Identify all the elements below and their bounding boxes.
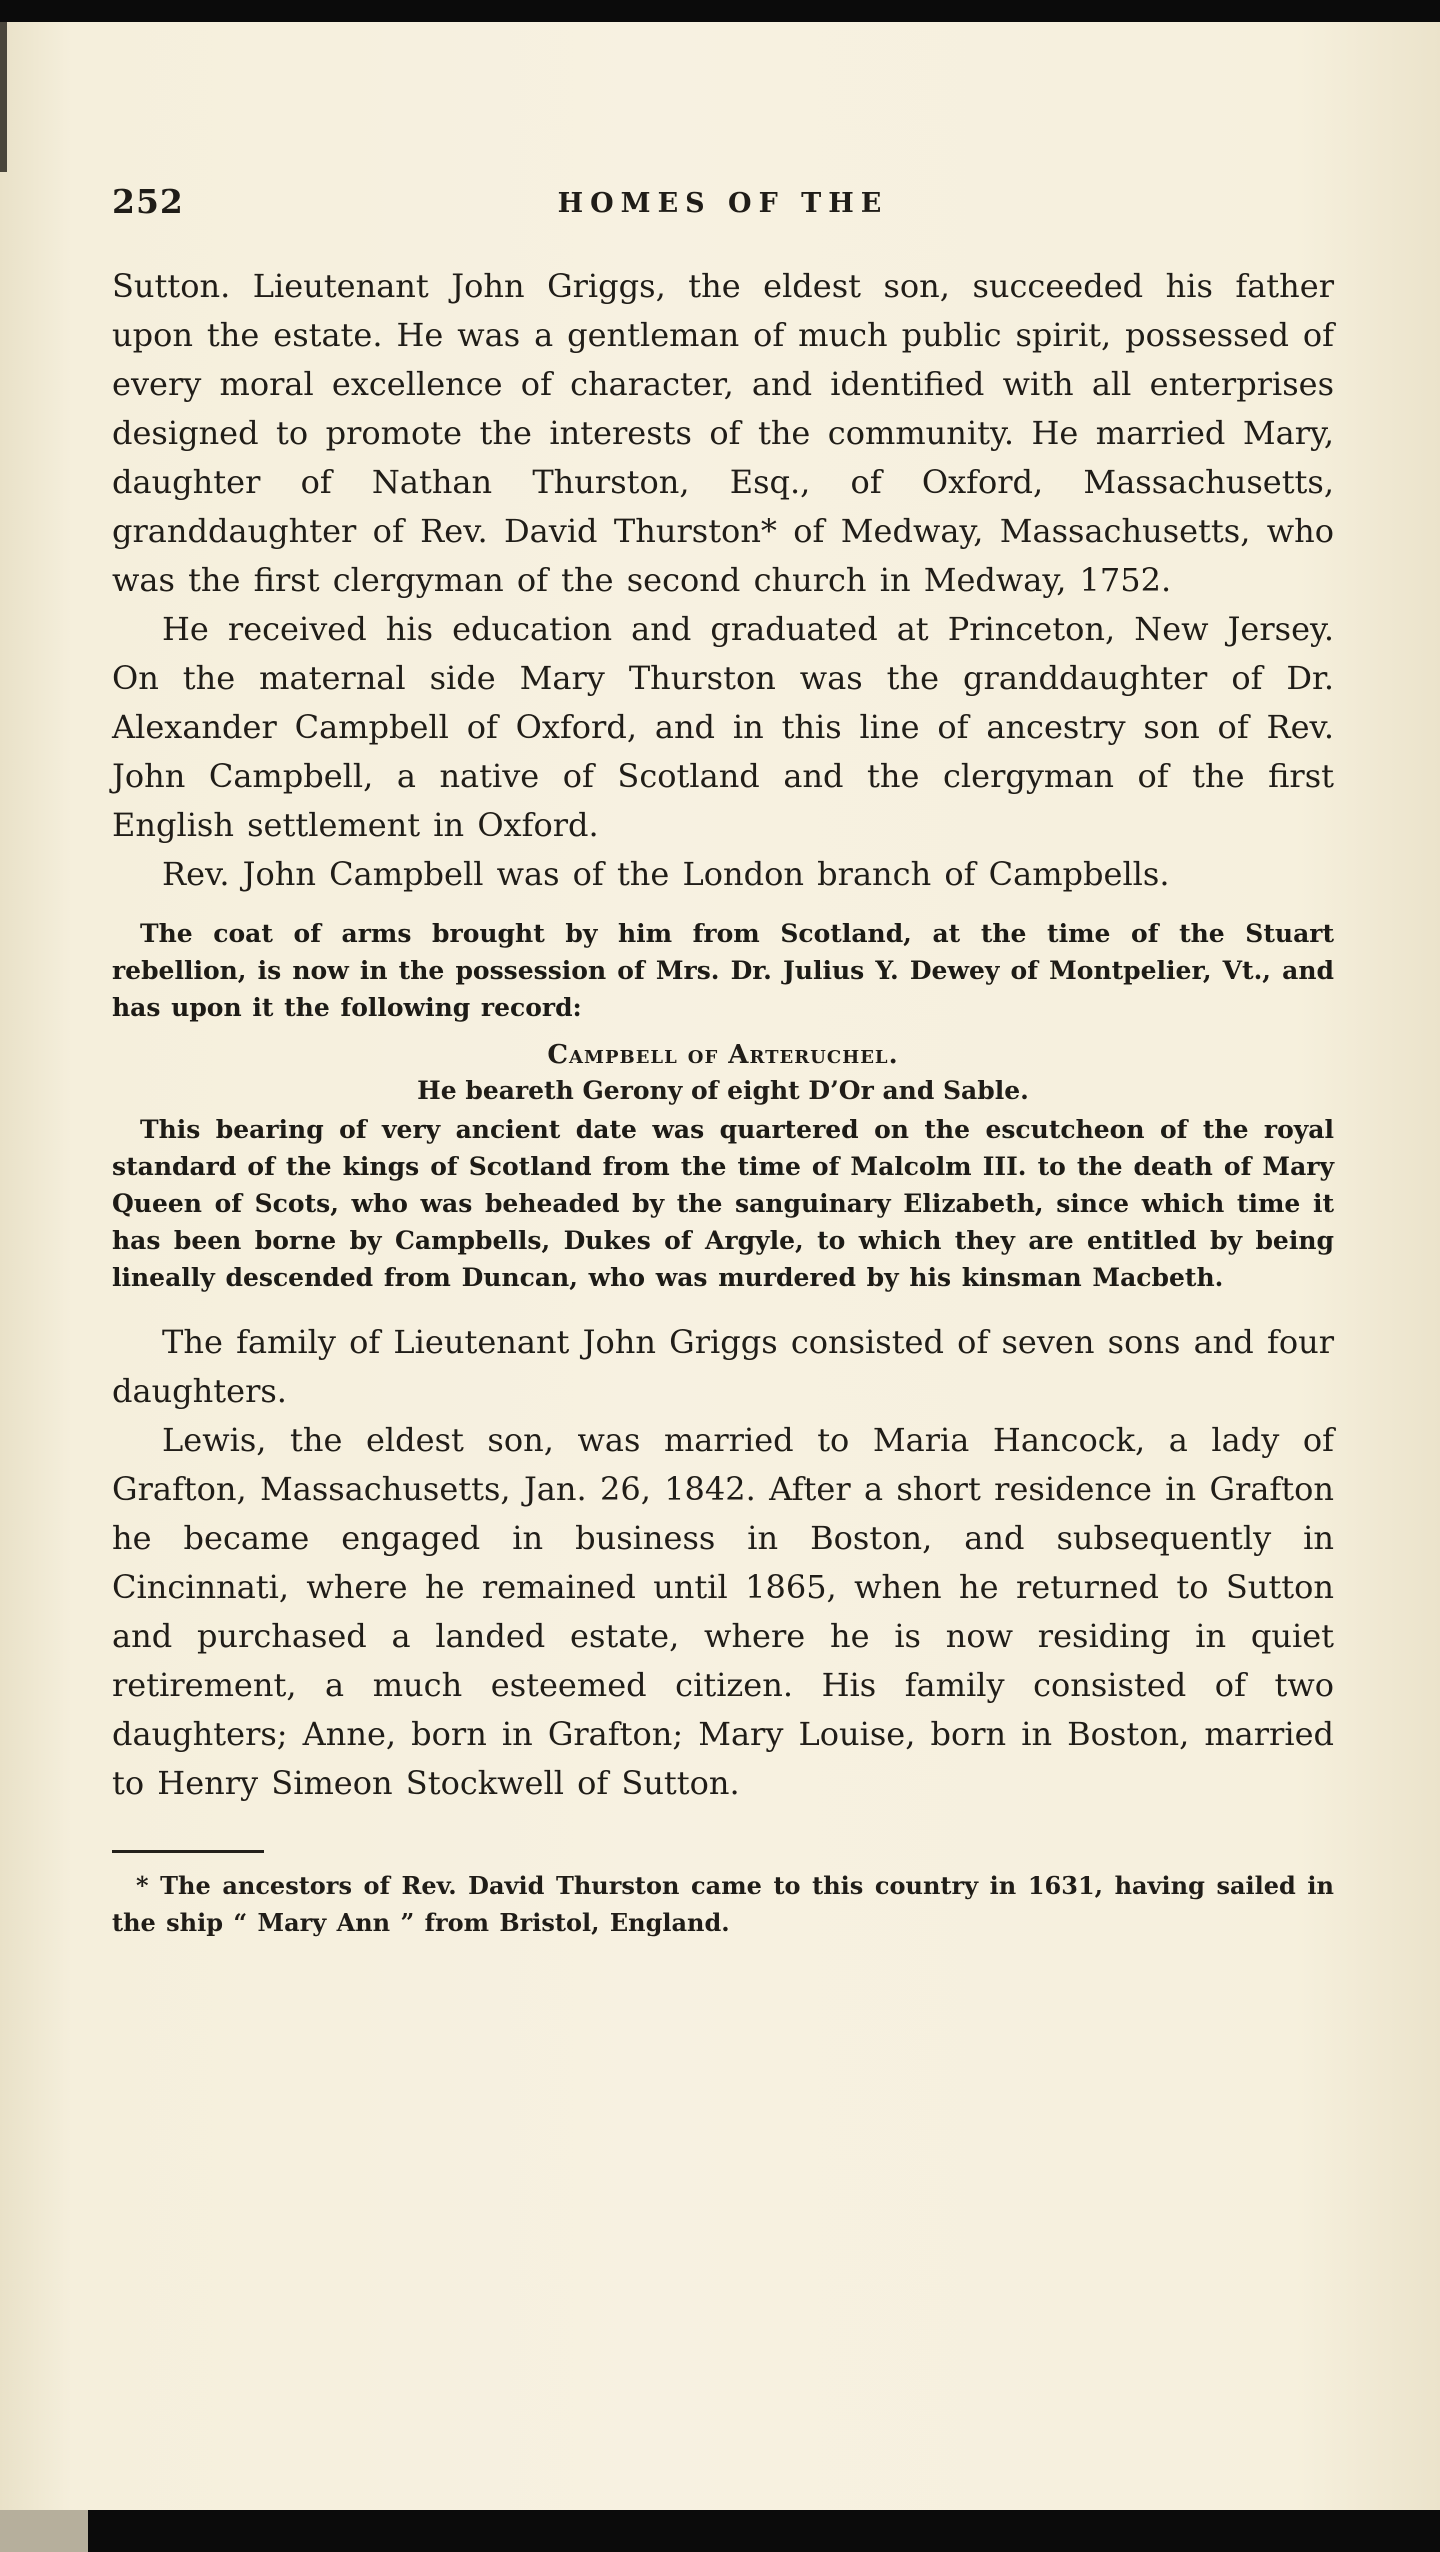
paragraph-education: He received his education and graduated at Princeton, New Jersey. On the maternal side Mary Thurston was the granddaughter of Dr. Alexander Campbell of Oxford, and in this line of ancestry son of Rev. John Campbell, a native of Scotland and the clergyman of the first English settlement in Oxford. [112,610,1334,844]
paragraph-london-branch: Rev. John Campbell was of the London branch of Campbells. [162,855,1170,893]
scan-bottom-edge [0,2510,1440,2552]
line-he-beareth: He beareth Gerony of eight D’Or and Sable. [417,1076,1029,1105]
footnote-thurston-ancestors: * The ancestors of Rev. David Thurston came to this country in 1631, having sailed in the ship “ Mary Ann ” from Bristol, England. [112,1871,1334,1937]
paragraph-lewis: Lewis, the eldest son, was married to Maria Hancock, a lady of Grafton, Massachusetts, Jan. 26, 1842. After a short residence in Grafton he became engaged in business in Boston, and subsequently in Cincinnati, where he remained until 1865, when he returned to Sutton and purchased a landed estate, where he is now residing in quiet retirement, a much esteemed citizen. His family consisted of two daughters; Anne, born in Grafton; Mary Louise, born in Boston, married to Henry Simeon Stockwell of Sutton. [112,1421,1334,1802]
heading-campbell-of-arteruchel: Campbell of Arteruchel. [547,1040,899,1070]
page-number: 252 [112,182,184,221]
page-content [112,182,1334,1941]
note-bearing-history: This bearing of very ancient date was quartered on the escutcheon of the royal standard of the kings of Scotland from the time of Malcolm III. to the death of Mary Queen of Scots, who was beheaded by the sanguinary Elizabeth, since which time it has been borne by Campbells, Dukes of Argyle, to which they are entitled by being lineally descended from Duncan, who was murdered by his kinsman Macbeth. [112,1115,1334,1292]
page-header [112,182,1334,234]
footnote-rule [112,1850,264,1853]
scan-left-edge [0,22,7,172]
scan-top-edge [0,0,1440,22]
paragraph-sutton: Sutton. Lieutenant John Griggs, the eldest son, succeeded his father upon the estate. He was a gentleman of much public spirit, possessed of every moral excellence of character, and identified with all enterprises designed to promote the interests of the community. He married Mary, daughter of Nathan Thurston, Esq., of Oxford, Massachusetts, granddaughter of Rev. David Thurston* of Medway, Massachusetts, who was the first clergyman of the second church in Medway, 1752. [112,267,1334,599]
note-coat-of-arms: The coat of arms brought by him from Scotland, at the time of the Stuart rebellion, is now in the possession of Mrs. Dr. Julius Y. Dewey of Montpelier, Vt., and has upon it the following record: [112,919,1334,1022]
scan-bottom-left-corner [0,2510,88,2552]
footnote-block [112,1850,1334,1941]
running-header: HOMES OF THE [557,188,889,219]
paragraph-family: The family of Lieutenant John Griggs consisted of seven sons and four daughters. [112,1323,1334,1410]
